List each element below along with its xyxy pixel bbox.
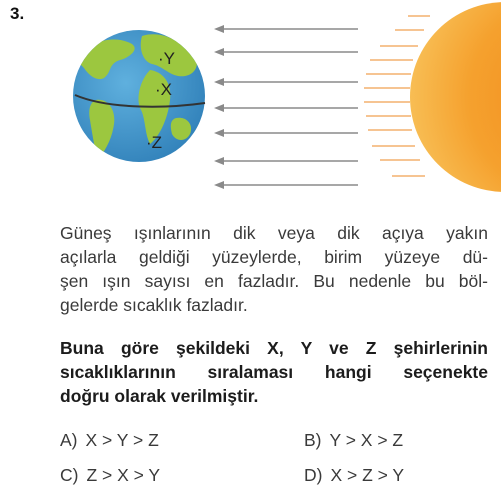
earth-globe xyxy=(73,30,205,162)
option-letter: C) xyxy=(60,465,79,485)
question-line: doğru olarak verilmiştir. xyxy=(60,386,259,406)
option-c[interactable] xyxy=(60,465,160,486)
ray-arrow xyxy=(214,104,358,112)
sun-earth-figure xyxy=(0,0,501,215)
option-letter: A) xyxy=(60,430,78,450)
paragraph-line: Güneş ışınlarının dik veya dik açıya yakın xyxy=(60,223,488,243)
ray-arrow xyxy=(214,78,358,86)
option-letter: D) xyxy=(304,465,323,485)
city-z-label: ·Z xyxy=(146,133,163,152)
option-a[interactable] xyxy=(60,430,159,451)
question-line: Buna göre şekildeki X, Y ve Z şehirlerinin xyxy=(60,338,488,358)
option-text: X > Z > Y xyxy=(330,465,405,485)
info-paragraph xyxy=(60,221,488,317)
ray-arrow xyxy=(214,157,358,165)
question-number: 3. xyxy=(10,4,25,23)
ray-arrow xyxy=(214,48,358,56)
option-text: Z > X > Y xyxy=(86,465,161,485)
option-text: Y > X > Z xyxy=(329,430,404,450)
city-y-label: ·Y xyxy=(158,49,175,68)
option-d[interactable] xyxy=(304,465,404,486)
paragraph-line: şen ışın sayısı en fazladır. Bu nedenle bu böl- xyxy=(60,271,488,291)
question-stem xyxy=(60,336,488,408)
city-x-label: ·X xyxy=(155,80,172,99)
ray-arrow xyxy=(214,181,358,189)
paragraph-line: açılarla geldiği yüzeylerde, birim yüzeye dü- xyxy=(60,247,488,267)
question-line: sıcaklıklarının sıralaması hangi seçenekte xyxy=(60,362,488,382)
option-b[interactable] xyxy=(304,430,403,451)
sun-ray-arrows xyxy=(214,25,358,189)
ray-arrow xyxy=(214,25,358,33)
option-text: X > Y > Z xyxy=(85,430,159,450)
paragraph-line: gelerde sıcaklık fazladır. xyxy=(60,295,248,315)
ray-arrow xyxy=(214,129,358,137)
option-letter: B) xyxy=(304,430,322,450)
